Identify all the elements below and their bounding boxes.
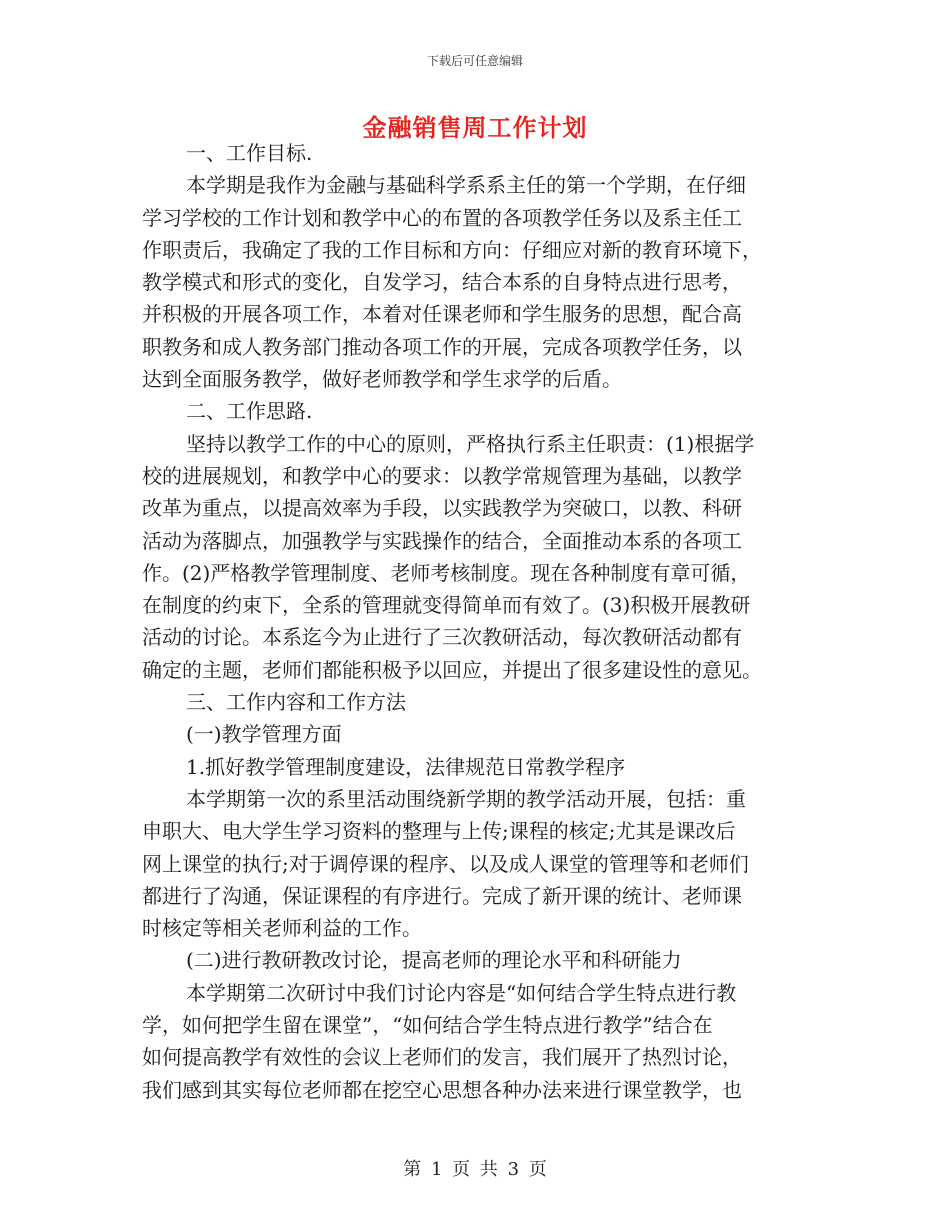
body-line: 如何提高教学有效性的会议上老师们的发言，我们展开了热烈讨论， bbox=[142, 1045, 742, 1070]
body-line: 1.抓好教学管理制度建设，法律规范日常教学程序 bbox=[186, 754, 626, 779]
document-body bbox=[142, 137, 804, 1106]
header-note: 下载后可任意编辑 bbox=[426, 54, 523, 68]
document-title: 金融销售周工作计划 bbox=[362, 113, 588, 142]
body-line: 三、工作内容和工作方法 bbox=[186, 690, 406, 715]
body-line: 作。(2)严格教学管理制度、老师考核制度。现在各种制度有章可循， bbox=[142, 560, 751, 585]
body-line: 作职责后，我确定了我的工作目标和方向：仔细应对新的教育环境下， bbox=[142, 237, 762, 262]
body-line: 教学模式和形式的变化，自发学习，结合本系的自身特点进行思考， bbox=[142, 270, 742, 295]
body-line: 本学期第一次的系里活动围绕新学期的教学活动开展，包括：重 bbox=[186, 786, 746, 811]
body-line: 职教务和成人教务部门推动各项工作的开展，完成各项教学任务，以 bbox=[142, 334, 742, 359]
body-line: 在制度的约束下，全系的管理就变得简单而有效了。(3)积极开展教研 bbox=[142, 593, 751, 618]
body-line: (一)教学管理方面 bbox=[186, 722, 342, 747]
body-line: 申职大、电大学生学习资料的整理与上传;课程的核定;尤其是课改后 bbox=[142, 819, 736, 844]
body-line: 活动的讨论。本系迄今为止进行了三次教研活动，每次教研活动都有 bbox=[142, 625, 742, 650]
body-line: 坚持以教学工作的中心的原则，严格执行系主任职责：(1)根据学 bbox=[186, 431, 755, 456]
body-line: 学，如何把学生留在课堂”，“如何结合学生特点进行教学”结合在 bbox=[142, 1013, 713, 1038]
body-line: 并积极的开展各项工作，本着对任课老师和学生服务的思想，配合高 bbox=[142, 302, 742, 327]
body-line: (二)进行教研教改讨论，提高老师的理论水平和科研能力 bbox=[186, 948, 682, 973]
body-line: 达到全面服务教学，做好老师教学和学生求学的后盾。 bbox=[142, 367, 622, 392]
body-line: 本学期是我作为金融与基础科学系系主任的第一个学期，在仔细 bbox=[186, 173, 746, 198]
body-line: 改革为重点，以提高效率为手段，以实践教学为突破口，以教、科研 bbox=[142, 496, 742, 521]
body-line: 确定的主题，老师们都能积极予以回应，并提出了很多建设性的意见。 bbox=[142, 657, 762, 682]
body-line: 本学期第二次研讨中我们讨论内容是“如何结合学生特点进行教 bbox=[186, 980, 737, 1005]
body-line: 一、工作目标. bbox=[186, 141, 313, 165]
body-line: 校的进展规划，和教学中心的要求：以教学常规管理为基础，以教学 bbox=[142, 463, 742, 488]
body-line: 活动为落脚点，加强教学与实践操作的结合，全面推动本系的各项工 bbox=[142, 528, 742, 553]
body-line: 都进行了沟通，保证课程的有序进行。完成了新开课的统计、老师课 bbox=[142, 883, 742, 908]
body-line: 时核定等相关老师利益的工作。 bbox=[142, 916, 422, 941]
body-line: 网上课堂的执行;对于调停课的程序、以及成人课堂的管理等和老师们 bbox=[142, 851, 749, 876]
body-line: 我们感到其实每位老师都在挖空心思想各种办法来进行课堂教学，也 bbox=[142, 1077, 742, 1102]
body-line: 二、工作思路. bbox=[186, 399, 313, 424]
body-line: 学习学校的工作计划和教学中心的布置的各项教学任务以及系主任工 bbox=[142, 205, 742, 230]
page-number: 第 1 页 共 3 页 bbox=[403, 1159, 547, 1180]
